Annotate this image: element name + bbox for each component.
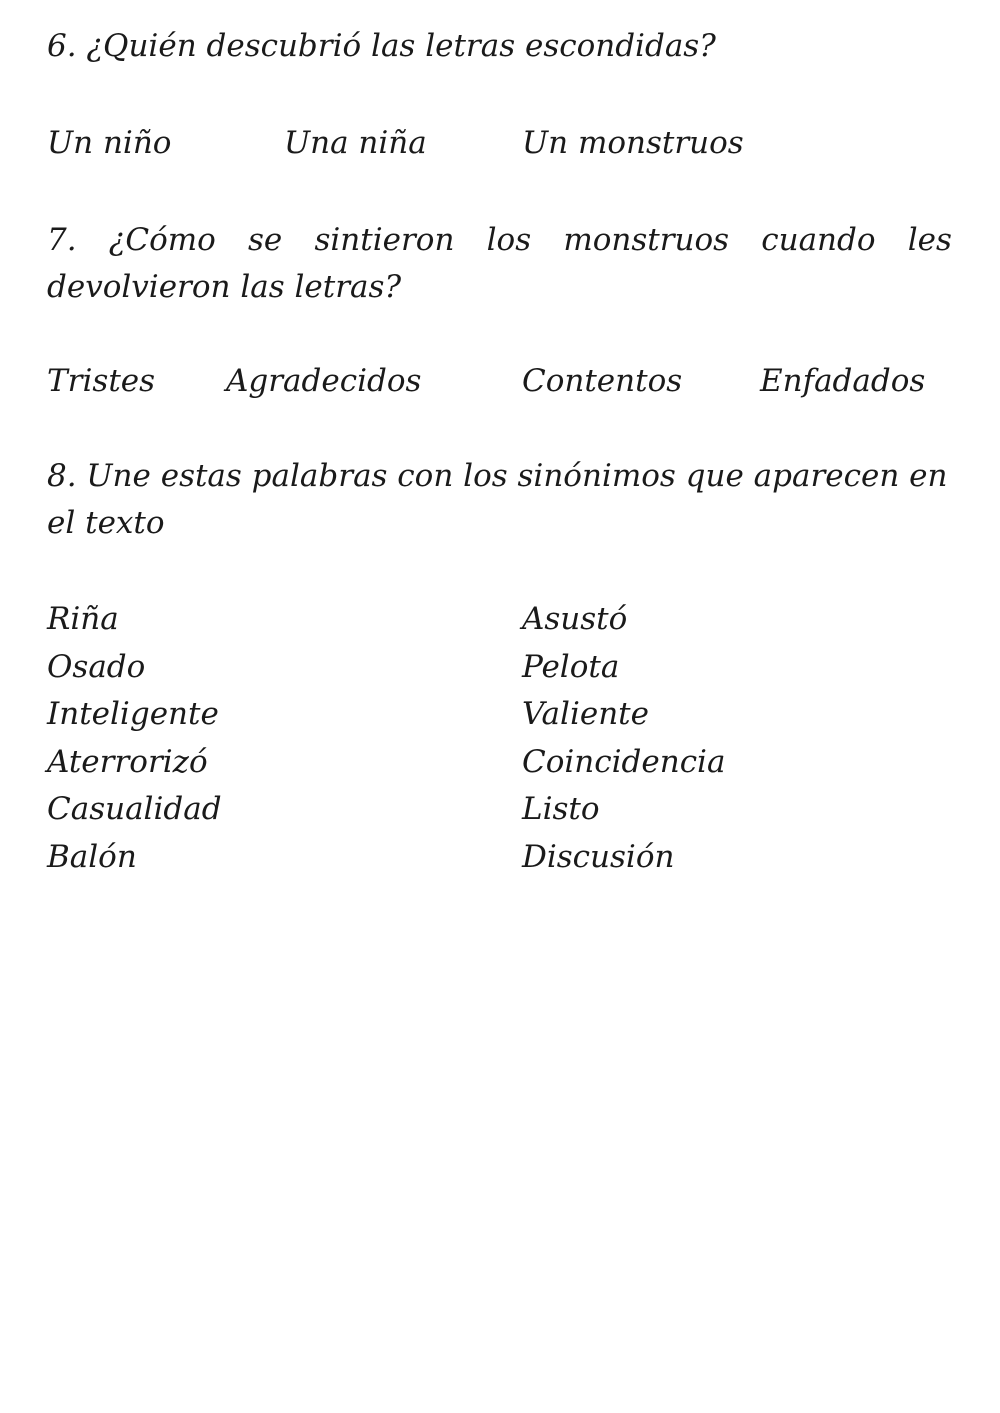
question-7-text-line-1 — [47, 220, 952, 260]
right-word-item[interactable]: Pelota — [522, 648, 620, 685]
left-word-item[interactable]: Aterrorizó — [47, 743, 208, 780]
question-7-text-line-2: devolvieron las letras? — [47, 269, 402, 305]
question-7-option-4[interactable]: Enfadados — [760, 363, 926, 399]
question-6-option-2[interactable]: Una niña — [284, 125, 427, 161]
right-word-item[interactable]: Valiente — [522, 696, 649, 733]
right-word-item[interactable]: Asustó — [522, 601, 628, 637]
question-6-option-3[interactable]: Un monstruos — [522, 125, 744, 161]
question-7-word: les — [907, 222, 952, 258]
right-word-column — [522, 596, 725, 882]
question-8-text-line-2: el texto — [47, 505, 165, 541]
left-word-column — [47, 596, 222, 882]
left-word-item[interactable]: Riña — [47, 601, 119, 637]
question-7-word: monstruos — [563, 222, 730, 258]
question-6-text: 6. ¿Quién descubrió las letras escondidas? — [47, 28, 716, 64]
left-word-item[interactable]: Inteligente — [47, 696, 219, 733]
question-7-option-1[interactable]: Tristes — [47, 363, 156, 399]
left-word-item[interactable]: Balón — [47, 838, 137, 875]
question-7-word: los — [486, 222, 532, 258]
question-7-word: se — [248, 222, 283, 258]
question-6-option-1[interactable]: Un niño — [47, 125, 172, 161]
left-word-item[interactable]: Osado — [47, 648, 146, 685]
question-7-option-3[interactable]: Contentos — [522, 363, 683, 399]
left-word-item[interactable]: Casualidad — [47, 791, 222, 828]
right-word-item[interactable]: Listo — [522, 791, 600, 828]
question-7-word: ¿Cómo — [108, 222, 216, 258]
question-7-word: cuando — [761, 222, 876, 258]
right-word-item[interactable]: Coincidencia — [522, 743, 726, 780]
question-7-option-2[interactable]: Agradecidos — [226, 363, 422, 399]
question-7-word: sintieron — [314, 222, 455, 258]
question-8-text-line-1: 8. Une estas palabras con los sinónimos que aparecen en — [47, 458, 948, 494]
question-7-word: 7. — [47, 222, 77, 258]
right-word-item[interactable]: Discusión — [522, 838, 675, 875]
